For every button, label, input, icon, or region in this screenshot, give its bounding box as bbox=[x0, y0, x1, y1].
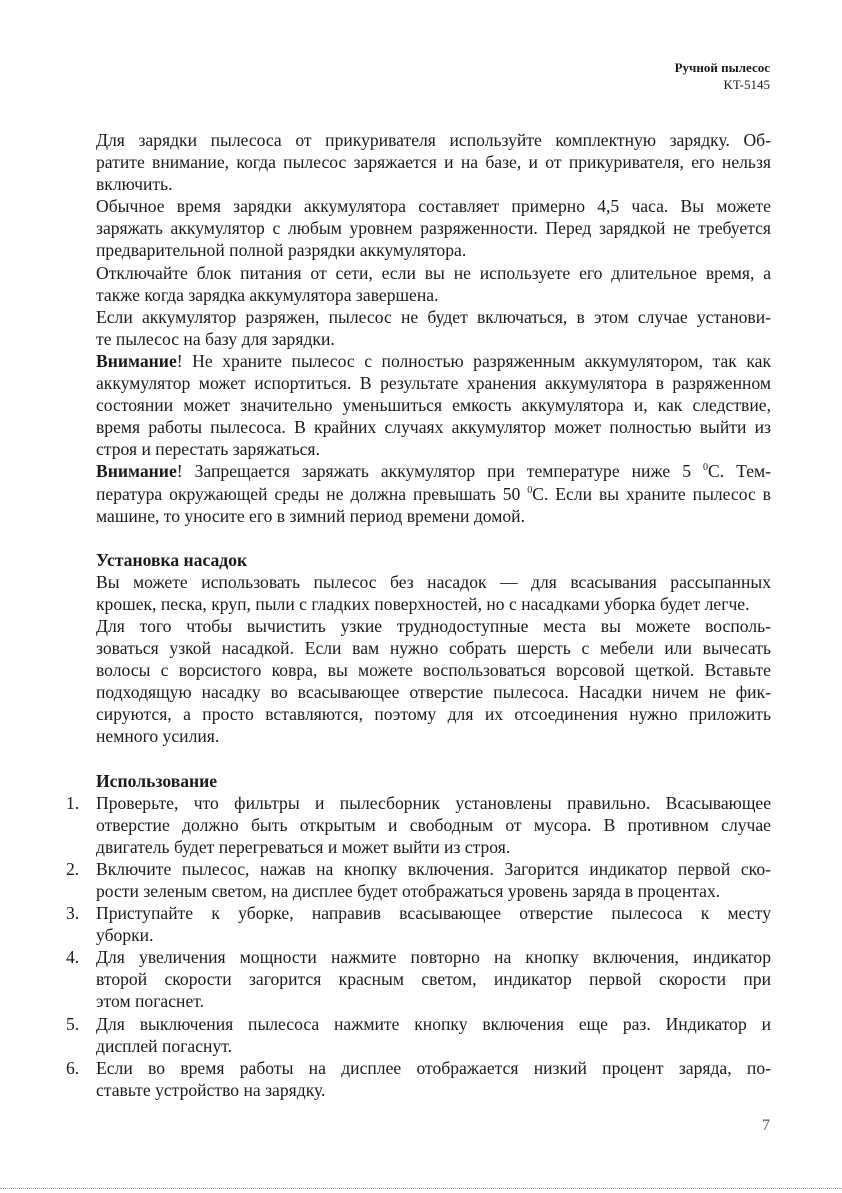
paragraph-power-off bbox=[66, 262, 771, 306]
text-line: Вы можете использовать пылесос без насадок — для всасывания рассыпанных bbox=[96, 571, 771, 592]
text-fragment: С. Если вы храните пылесос в bbox=[532, 483, 771, 504]
text-fragment: ! Запрещается заряжать аккумулятор при температуре ниже 5 bbox=[176, 461, 703, 482]
text-line: уборки. bbox=[96, 925, 154, 946]
text-line: те пылесос на базу для зарядки. bbox=[96, 328, 335, 349]
page-number: 7 bbox=[762, 1117, 770, 1134]
degree-sup: 0 bbox=[527, 484, 533, 496]
page-header bbox=[675, 59, 770, 93]
text-line: Для зарядки пылесоса от прикуривателя используйте комплектную зарядку. Об- bbox=[96, 130, 771, 150]
text-line: время работы пылесоса. В крайних случаях аккумулятор может полностью выйти из bbox=[96, 417, 771, 438]
list-item bbox=[66, 1057, 771, 1101]
warning-label: Внимание bbox=[96, 461, 177, 482]
list-number: 1. bbox=[66, 792, 80, 813]
text-line: заряжать аккумулятор с любым уровнем разряженности. Перед зарядкой не требуется bbox=[96, 218, 771, 239]
text-line: волосы с ворсистого ковра, вы можете воспользоваться ворсовой щеткой. Вставьте bbox=[96, 660, 771, 681]
list-item bbox=[66, 902, 771, 946]
text-line: сируются, а просто вставляются, поэтому для их отсоединения нужно приложить bbox=[96, 704, 771, 725]
paragraph-discharged bbox=[66, 306, 771, 350]
text-line: также когда зарядка аккумулятора завершена. bbox=[96, 284, 439, 305]
text-line: машине, то уносите его в зимний период времени домой. bbox=[96, 505, 525, 526]
list-item bbox=[66, 792, 771, 858]
text-fragment: С. Тем- bbox=[707, 461, 771, 482]
text-line: Для того чтобы вычистить узкие труднодоступные места вы можете восполь- bbox=[96, 615, 771, 636]
header-model: KT-5145 bbox=[723, 77, 770, 92]
list-item bbox=[66, 946, 771, 1012]
paragraph-charging-car bbox=[66, 129, 771, 195]
paragraph-warning-temperature bbox=[66, 460, 771, 526]
paragraph-nozzles-intro bbox=[66, 571, 771, 615]
list-number: 4. bbox=[66, 947, 80, 968]
text-line bbox=[66, 350, 771, 372]
section-title-usage: Использование bbox=[96, 770, 218, 791]
text-line: Отключайте блок питания от сети, если вы не используете его длительное время, а bbox=[96, 262, 771, 283]
text-line: отверстие должно быть открытым и свободным от мусора. В противном случае bbox=[96, 814, 771, 835]
text-line: Если во время работы на дисплее отображается низкий процент заряда, по- bbox=[96, 1057, 771, 1078]
list-number: 3. bbox=[66, 903, 80, 924]
text-line: подходящую насадку во всасывающее отверстие пылесоса. Насадки ничем не фик- bbox=[96, 682, 771, 703]
header-title: Ручной пылесос bbox=[674, 60, 770, 75]
list-item bbox=[66, 858, 771, 902]
text-line: включить. bbox=[96, 174, 173, 195]
text-line: крошек, песка, круп, пыли с гладких поверхностей, но с насадками уборка будет легче. bbox=[96, 593, 750, 614]
document-body bbox=[66, 129, 771, 1101]
text-line: Для увеличения мощности нажмите повторно на кнопку включения, индикатор bbox=[96, 947, 771, 968]
text-line: немного усилия. bbox=[96, 726, 220, 747]
text-line: двигатель будет перегреваться и может выйти из строя. bbox=[96, 836, 511, 857]
list-number: 2. bbox=[66, 858, 80, 879]
list-item bbox=[66, 1013, 771, 1057]
text-line: дисплей погаснут. bbox=[96, 1035, 233, 1056]
paragraph-warning-storage bbox=[66, 350, 771, 460]
text-line: второй скорости загорится красным светом, индикатор первой скорости при bbox=[96, 969, 771, 990]
warning-label: Внимание bbox=[96, 350, 177, 371]
text-line: рости зеленым светом, на дисплее будет отображаться уровень заряда в процентах. bbox=[96, 881, 721, 901]
text-line bbox=[66, 483, 771, 505]
list-number: 5. bbox=[66, 1013, 80, 1034]
text-line: аккумулятор может испортиться. В результате хранения аккумулятора в разряженном bbox=[96, 373, 771, 394]
text-line: Если аккумулятор разряжен, пылесос не будет включаться, в этом случае установи- bbox=[96, 306, 771, 327]
text-line: ратите внимание, когда пылесос заряжается и на базе, и от прикуривателя, его нельзя bbox=[96, 152, 771, 173]
text-fragment: ! Не храните пылесос с полностью разряженным аккумулятором, так как bbox=[176, 350, 771, 371]
text-line: этом погаснет. bbox=[96, 991, 205, 1012]
bottom-divider bbox=[0, 1188, 842, 1189]
degree-sup: 0 bbox=[702, 462, 708, 474]
paragraph-nozzles-usage bbox=[66, 615, 771, 748]
text-line: состоянии может значительно уменьшиться емкость аккумулятора и, как следствие, bbox=[96, 395, 771, 416]
text-line: зоваться узкой насадкой. Если вам нужно собрать шерсть с мебели или вычесать bbox=[96, 638, 771, 659]
text-line: Проверьте, что фильтры и пылесборник установлены правильно. Всасывающее bbox=[96, 792, 771, 813]
text-line: Включите пылесос, нажав на кнопку включения. Загорится индикатор первой ско- bbox=[96, 858, 771, 879]
text-line: предварительной полной разрядки аккумулятора. bbox=[96, 240, 467, 261]
text-line: Приступайте к уборке, направив всасывающее отверстие пылесоса к месту bbox=[96, 903, 771, 924]
text-line: Для выключения пылесоса нажмите кнопку включения еще раз. Индикатор и bbox=[96, 1013, 771, 1034]
list-number: 6. bbox=[66, 1057, 80, 1078]
text-fragment: пература окружающей среды не должна превышать 50 bbox=[96, 483, 528, 504]
paragraph-charging-time bbox=[66, 195, 771, 261]
usage-steps-list bbox=[66, 792, 771, 1101]
text-line: ставьте устройство на зарядку. bbox=[96, 1079, 326, 1100]
text-line bbox=[66, 460, 771, 482]
text-line: строя и перестать заряжаться. bbox=[96, 439, 320, 460]
text-line: Обычное время зарядки аккумулятора составляет примерно 4,5 часа. Вы можете bbox=[96, 196, 771, 217]
section-title-nozzles: Установка насадок bbox=[96, 549, 248, 570]
